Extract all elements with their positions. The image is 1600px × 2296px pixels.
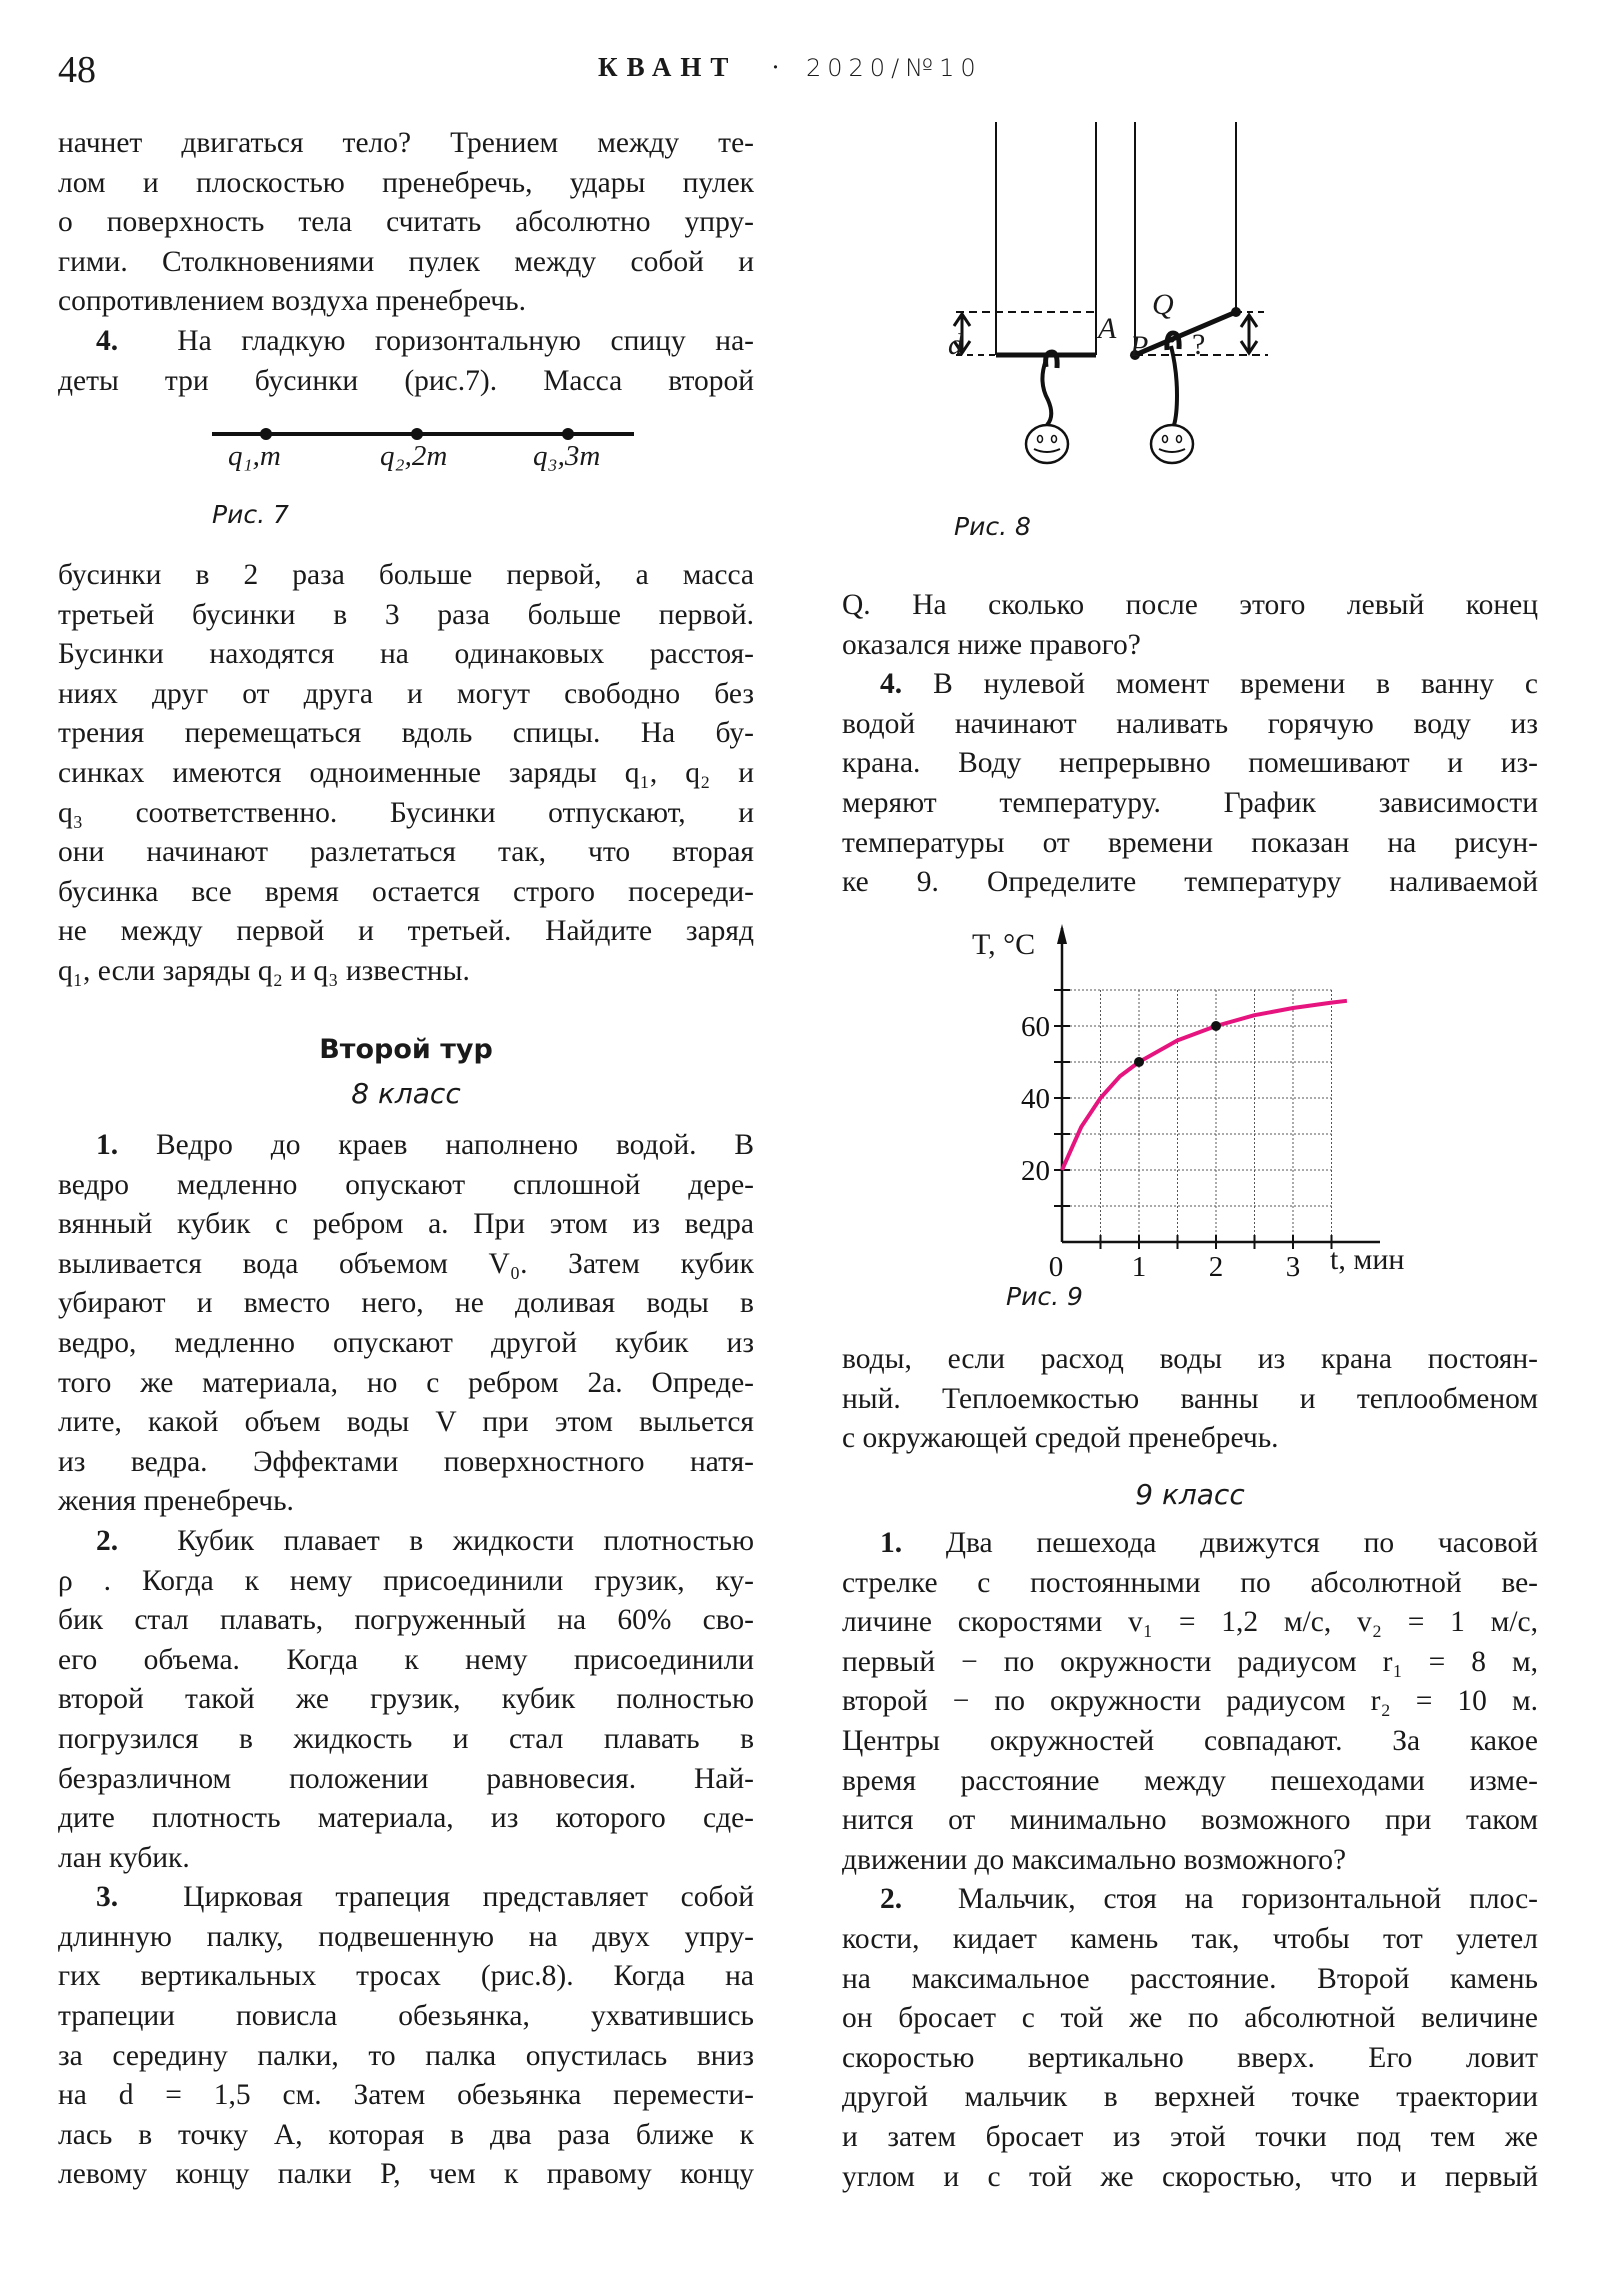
text-line: первый − по окружности радиусом r₁ = 8 м, [842, 1645, 1538, 1678]
text-line: воды, если расход воды из крана постоян- [842, 1343, 1538, 1375]
text-line: синках имеются одноименные заряды q₁, q₂ и [58, 756, 754, 789]
right-block-2 [842, 1340, 1538, 1459]
section-title: Второй тур [319, 1034, 493, 1065]
text-line: Q. На сколько после этого левый конец [842, 589, 1538, 621]
figure-7-caption: Рис. 7 [212, 500, 289, 529]
text-line: трапеции повисла обезьянка, ухватившись [58, 2000, 754, 2033]
chart-grid [1062, 990, 1332, 1242]
figure-8-trapeze-diagram [920, 120, 1440, 520]
text-line: на максимальное расстояние. Второй камень [842, 1962, 1538, 1995]
svg-text:40: 40 [1021, 1083, 1050, 1115]
label-Q: Q [1152, 288, 1174, 321]
text-line: другой мальчик в верхней точке траектории [842, 2081, 1538, 2114]
text-line: бусинки в 2 раза больше первой, а масса [58, 559, 754, 591]
text-line: ведро медленно опускают сплошной дере- [58, 1168, 754, 1201]
text-line: не между первой и третьей. Найдите заряд [58, 915, 754, 948]
label-question: ? [1192, 328, 1206, 361]
text-line: ρ . Когда к нему присоединили грузик, ку- [58, 1564, 754, 1597]
text-line: нится от минимально возможного при таком [842, 1804, 1538, 1837]
text-line: убирают и вместо него, не доливая воды в [58, 1287, 754, 1320]
text-line: гих вертикальных тросах (рис.8). Когда на [58, 1960, 754, 1993]
text-line: лан кубик. [58, 1841, 190, 1874]
journal-title: КВАНТ [598, 52, 738, 82]
text-line: второй − по окружности радиусом r₂ = 10 м. [842, 1685, 1538, 1718]
text-line: скоростью вертикально вверх. Его ловит [842, 2041, 1538, 2074]
text-line: жения пренебречь. [58, 1485, 294, 1518]
text-line: личине скоростями v₁ = 1,2 м/с, v₂ = 1 м/с, [842, 1606, 1538, 1639]
text-line: лась в точку A, которая в два раза ближе к [58, 2118, 754, 2151]
text-line: ке 9. Определите температуру наливаемой [842, 866, 1538, 899]
header-separator: · [771, 52, 780, 82]
text-line: оказался ниже правого? [842, 628, 1141, 661]
bead-1-label: q₁,m [228, 440, 281, 472]
text-line: сопротивлением воздуха пренебречь. [58, 285, 526, 318]
text-line: выливается вода объемом V₀. Затем кубик [58, 1247, 754, 1280]
text-line: дите плотность материала, из которого сде- [58, 1802, 754, 1835]
figure-8-caption: Рис. 8 [954, 512, 1031, 541]
text-line: Ведро до краев наполнено водой. В [155, 1129, 754, 1161]
text-line: о поверхность тела считать абсолютно упру- [58, 206, 754, 239]
page-number: 48 [58, 49, 96, 91]
problem-number: 1. [96, 1129, 119, 1161]
problem-number: 1. [880, 1527, 903, 1559]
text-line: лом и плоскостью пренебречь, удары пулек [58, 166, 754, 199]
text-line: он бросает с той же по абсолютной величине [842, 2002, 1538, 2035]
svg-text:0: 0 [1048, 1251, 1064, 1283]
label-A: A [1098, 312, 1117, 345]
text-line: вянный кубик с ребром a. При этом из ведра [58, 1208, 754, 1241]
problem-number: 4. [96, 324, 119, 357]
label-P: P [1130, 330, 1149, 363]
text-line: погрузился в жидкость и стал плавать в [58, 1722, 754, 1755]
label-d: d [948, 328, 963, 361]
class-8-heading: 8 класс [351, 1077, 461, 1110]
figure-9-caption: Рис. 9 [1006, 1282, 1083, 1311]
text-line: Два пешехода движутся по часовой [945, 1527, 1538, 1559]
text-line: на d = 1,5 см. Затем обезьянка перемести- [58, 2079, 754, 2112]
temperature-curve [1062, 1001, 1347, 1170]
class-9-heading: 9 класс [1135, 1478, 1245, 1511]
text-line: его объема. Когда к нему присоединили [58, 1643, 754, 1676]
problem-number: 4. [880, 668, 903, 701]
problem-4-first-line [58, 322, 754, 362]
text-line: второй такой же грузик, кубик полностью [58, 1683, 754, 1716]
problem-number: 3. [96, 1881, 119, 1914]
text-line: На гладкую горизонтальную спицу на- [177, 324, 754, 357]
text-line: длинную палку, подвешенную на двух упру- [58, 1920, 754, 1953]
text-line: В нулевой момент времени в ванну с [933, 668, 1539, 701]
problem-2-first-line [58, 1522, 754, 1562]
text-line: Кубик плавает в жидкости плотностью [177, 1524, 754, 1557]
text-line: того же материала, но с ребром 2a. Опреде- [58, 1366, 754, 1399]
text-line: ный. Теплоемкостью ванны и теплообменом [842, 1382, 1538, 1415]
text-line: третьей бусинки в 3 раза больше первой. [58, 598, 754, 631]
text-line: ниях друг от друга и могут свободно без [58, 677, 754, 710]
text-line: они начинают разлетаться так, что вторая [58, 836, 754, 869]
issue-number: 2020/№10 [806, 54, 982, 82]
text-line: безразличном положении равновесия. Най- [58, 1762, 754, 1795]
right-block-1 [842, 586, 1538, 903]
text-line: и затем бросает из этой точки под тем же [842, 2120, 1538, 2153]
text-line: бусинка все время остается строго посереди- [58, 875, 754, 908]
text-line: лите, какой объем воды V при этом выльется [58, 1406, 754, 1439]
problem-1-first-line [842, 1524, 1538, 1564]
text-line: ведро, медленно опускают другой кубик из [58, 1326, 754, 1359]
right-block-3 [842, 1524, 1538, 2197]
text-line: деты три бусинки (рис.7). Масса второй [58, 364, 754, 397]
text-line: за середину палки, то палка опустилась вниз [58, 2039, 754, 2072]
text-line: q₁, если заряды q₂ и q₃ известны. [58, 954, 470, 987]
text-line: из ведра. Эффектами поверхностного натя- [58, 1445, 754, 1478]
text-line: углом и с той же скоростью, что и первый [842, 2160, 1538, 2193]
svg-text:20: 20 [1021, 1155, 1050, 1187]
text-line: гими. Столкновениями пулек между собой и [58, 245, 754, 278]
text-line: кости, кидает камень так, чтобы тот улетел [842, 1922, 1538, 1955]
text-line: движении до максимально возможного? [842, 1843, 1347, 1876]
bead-3-label: q₃,3m [533, 440, 601, 472]
left-block-3 [58, 1126, 754, 2195]
problem-number: 2. [96, 1524, 119, 1557]
svg-text:60: 60 [1021, 1011, 1050, 1043]
chart-x-label: t, мин [1330, 1243, 1405, 1276]
text-line: Мальчик, стоя на горизонтальной плос- [957, 1883, 1538, 1916]
text-line: начнет двигаться тело? Трением между те- [58, 127, 754, 159]
text-line: Бусинки находятся на одинаковых расстоя- [58, 638, 754, 671]
chart-y-label: T, °C [972, 928, 1036, 961]
problem-1-first-line [58, 1126, 754, 1166]
text-line: водой начинают наливать горячую воду из [842, 707, 1538, 740]
problem-2-first-line [842, 1880, 1538, 1920]
text-line: трения перемещаться вдоль спицы. На бу- [58, 717, 754, 750]
problem-4-first-line [842, 665, 1538, 705]
text-line: меряют температуру. График зависимости [842, 786, 1538, 819]
text-line: крана. Воду непрерывно помешивают и из- [842, 747, 1538, 780]
text-line: температуры от времени показан на рисун- [842, 826, 1538, 859]
problem-number: 2. [880, 1883, 903, 1916]
text-line: левому концу палки P, чем к правому концу [58, 2158, 754, 2191]
text-line: бик стал плавать, погруженный на 60% сво- [58, 1604, 754, 1637]
problem-3-first-line [58, 1878, 754, 1918]
svg-text:2: 2 [1208, 1251, 1224, 1283]
bead-2-label: q₂,2m [380, 440, 448, 472]
text-line: q₃ соответственно. Бусинки отпускают, и [58, 796, 754, 829]
text-line: время расстояние между пешеходами изме- [842, 1764, 1538, 1797]
left-block-2 [58, 556, 754, 992]
text-line: Цирковая трапеция представляет собой [183, 1881, 754, 1914]
svg-text:3: 3 [1285, 1251, 1301, 1283]
text-line: с окружающей средой пренебречь. [842, 1422, 1279, 1455]
text-line: Центры окружностей совпадают. За какое [842, 1724, 1538, 1757]
left-block-1 [58, 124, 754, 401]
text-line: стрелке с постоянными по абсолютной ве- [842, 1566, 1538, 1599]
svg-text:1: 1 [1131, 1251, 1147, 1283]
